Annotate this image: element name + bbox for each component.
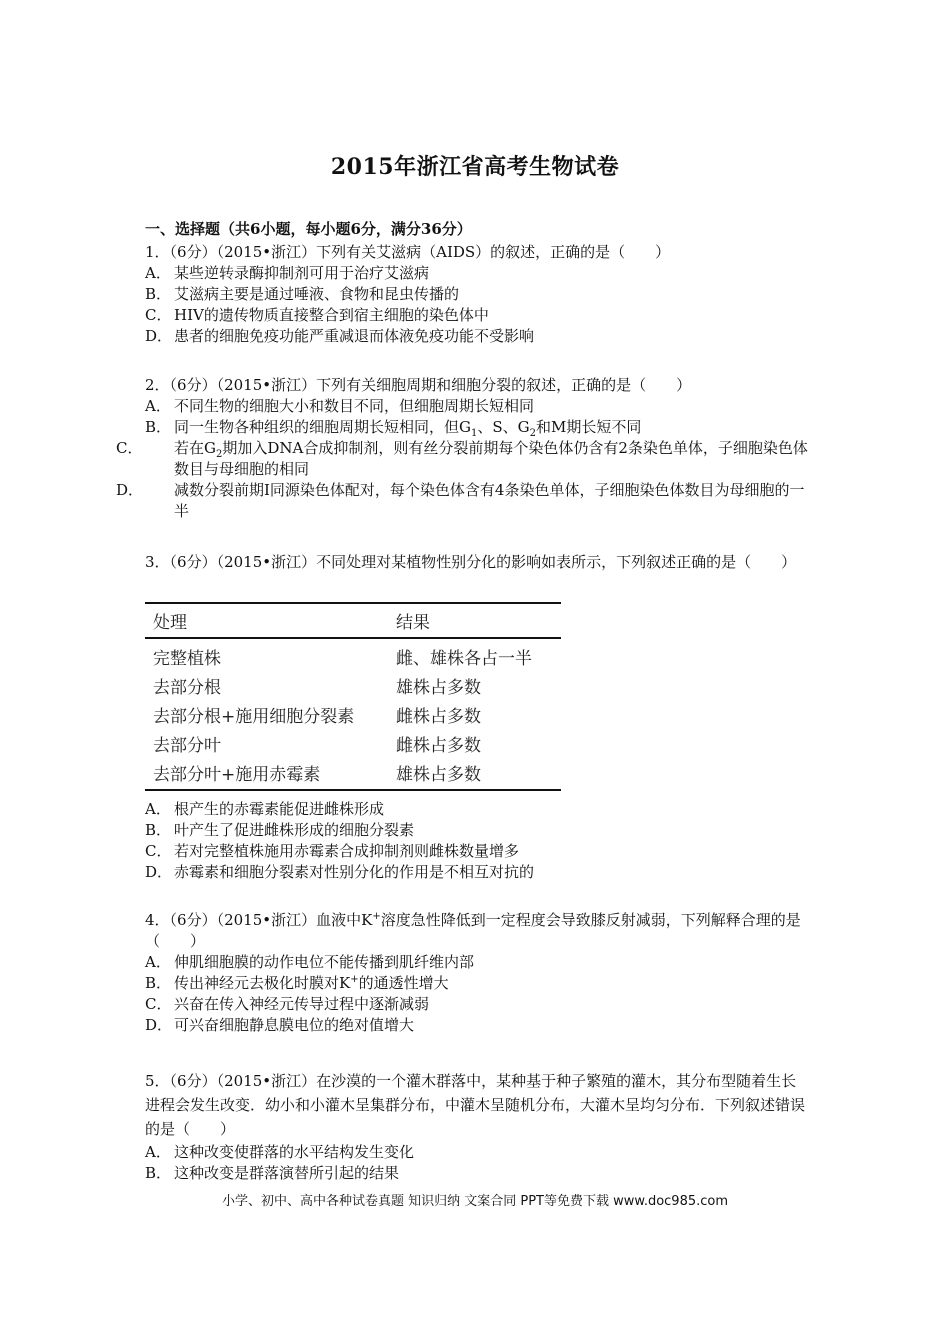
question-3-option-c: C． 若对完整植株施用赤霉素合成抑制剂则雌株数量增多	[145, 842, 520, 860]
table-cell: 雌株占多数	[396, 736, 481, 756]
question-3-stem: 3．（6分）（2015•浙江）不同处理对某植物性别分化的影响如表所示，下列叙述正确的是（ ）	[145, 553, 797, 571]
question-4-option-d: D． 可兴奋细胞静息膜电位的绝对值增大	[145, 1016, 415, 1034]
table-header-treatment: 处理	[153, 613, 187, 633]
question-2-option-a: A． 不同生物的细胞大小和数目不同，但细胞周期长短相同	[145, 397, 535, 415]
footer-note: 小学、初中、高中各种试卷真题 知识归纳 文案合同 PPT等免费下载 www.doc985.com	[221, 1194, 729, 1209]
question-3-option-b: B． 叶产生了促进雌株形成的细胞分裂素	[145, 821, 415, 839]
table-cell: 雌株占多数	[396, 707, 481, 727]
question-5-option-a: A． 这种改变使群落的水平结构发生变化	[145, 1143, 415, 1161]
question-2	[116, 375, 810, 522]
question-2-option-b: B． 同一生物各种组织的细胞周期长短相同，但$G_1$、S、$G_2$和M期长短不同	[145, 418, 642, 439]
table-cell: 去部分叶	[153, 736, 221, 756]
question-1-option-c: C． HIV的遗传物质直接整合到宿主细胞的染色体中	[145, 306, 489, 324]
table-cell: 去部分根	[153, 678, 221, 698]
question-4	[145, 910, 810, 1036]
question-3-option-a: A． 根产生的赤霉素能促进雌株形成	[145, 800, 385, 818]
question-4-stem: 4．（6分）（2015•浙江）血液中K+溶度急性降低到一定程度会导致膝反射减弱，下列解释合理的是（ ）	[145, 911, 801, 950]
table-header-result: 结果	[396, 613, 430, 633]
table-row	[145, 758, 561, 787]
question-1-option-d: D． 患者的细胞免疫功能严重减退而体液免疫功能不受影响	[145, 327, 535, 345]
table-cell: 雄株占多数	[396, 765, 481, 785]
table-row	[145, 642, 561, 671]
question-4-option-a: A． 伸肌细胞膜的动作电位不能传播到肌纤维内部	[145, 953, 475, 971]
question-4-option-c: C． 兴奋在传入神经元传导过程中逐渐减弱	[145, 995, 430, 1013]
question-5	[145, 1069, 810, 1141]
table-row	[145, 700, 561, 729]
question-2-option-c: C． 若在$G_2$期加入DNA合成抑制剂，则有丝分裂前期每个染色体仍含有2条染色单体，子细胞染色体数目与母细胞的相同	[116, 439, 808, 478]
question-5-option-b: B． 这种改变是群落演替所引起的结果	[145, 1164, 400, 1182]
question-1-option-a: A． 某些逆转录酶抑制剂可用于治疗艾滋病	[145, 264, 430, 282]
question-5-options	[145, 1142, 810, 1184]
question-3	[145, 552, 810, 573]
table-cell: 去部分根+施用细胞分裂素	[153, 707, 355, 727]
page-title: 2015年浙江省高考生物试卷	[330, 154, 620, 180]
section-heading: 一、选择题（共6小题，每小题6分，满分36分）	[145, 220, 472, 238]
question-3-options	[145, 799, 810, 883]
question-2-stem: 2．（6分）（2015•浙江）下列有关细胞周期和细胞分裂的叙述，正确的是（ ）	[145, 376, 692, 394]
treatment-result-table	[145, 602, 561, 791]
table-cell: 完整植株	[153, 649, 221, 669]
table-cell: 雄株占多数	[396, 678, 481, 698]
question-2-option-d: D． 减数分裂前期I同源染色体配对，每个染色体含有4条染色单体，子细胞染色体数目为母细胞的一半	[116, 481, 805, 520]
table-row	[145, 729, 561, 758]
table-header-row	[145, 604, 561, 639]
question-1	[145, 242, 810, 347]
table-cell: 雌、雄株各占一半	[396, 649, 532, 669]
question-3-option-d: D． 赤霉素和细胞分裂素对性别分化的作用是不相互对抗的	[145, 863, 535, 881]
question-5-stem: 5．（6分）（2015•浙江）在沙漠的一个灌木群落中，某种基于种子繁殖的灌木，其分布型随着生长进程会发生改变．幼小和小灌木呈集群分布，中灌木呈随机分布，大灌木呈均匀分布．下列叙述错误的是（ ）	[145, 1072, 806, 1138]
table-row	[145, 671, 561, 700]
table-cell: 去部分叶+施用赤霉素	[153, 765, 321, 785]
question-4-option-b: B． 传出神经元去极化时膜对K+的通透性增大	[145, 974, 449, 992]
question-1-option-b: B． 艾滋病主要是通过唾液、食物和昆虫传播的	[145, 285, 460, 303]
question-1-stem: 1．（6分）（2015•浙江）下列有关艾滋病（AIDS）的叙述，正确的是（ ）	[145, 243, 671, 261]
